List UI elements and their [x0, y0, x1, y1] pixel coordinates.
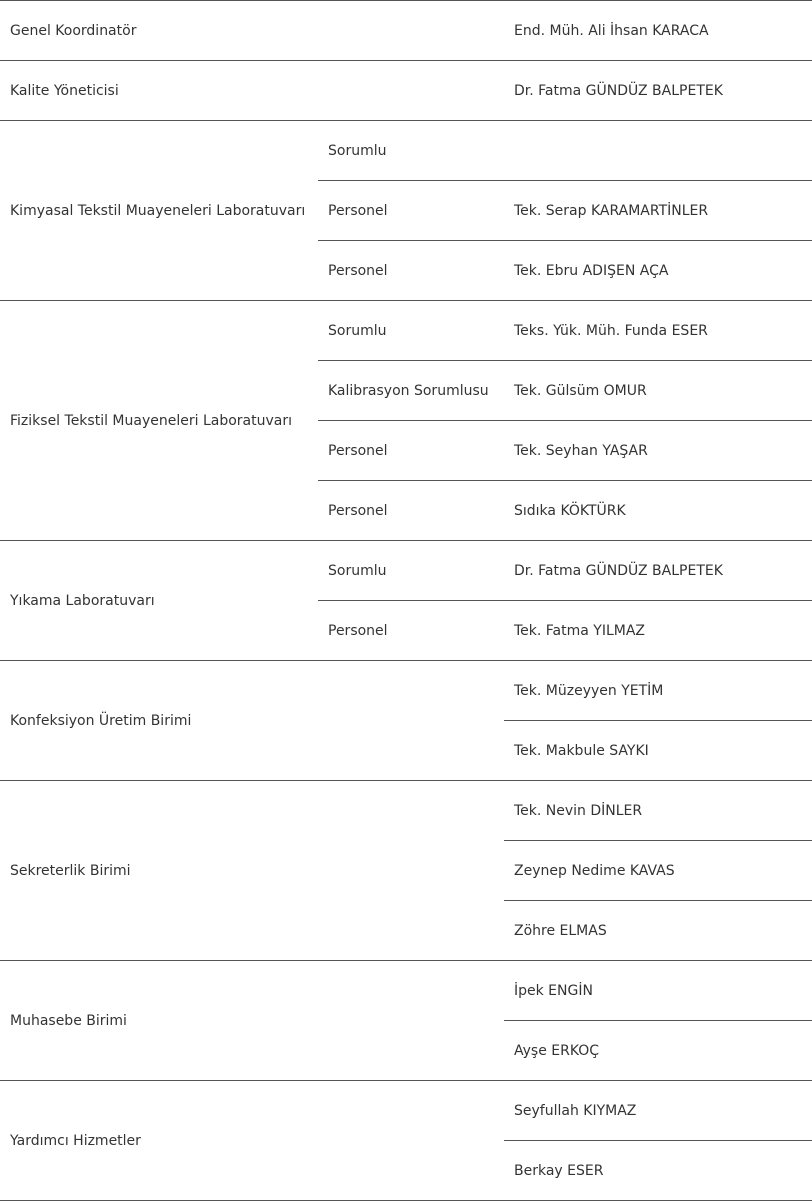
name-cell: End. Müh. Ali İhsan KARACA [504, 1, 812, 61]
unit-cell: Kalite Yöneticisi [0, 61, 318, 121]
name-cell: Dr. Fatma GÜNDÜZ BALPETEK [504, 541, 812, 601]
role-cell: Sorumlu [318, 121, 504, 181]
table-row [0, 61, 812, 121]
role-cell: Sorumlu [318, 301, 504, 361]
unit-cell: Kimyasal Tekstil Muayeneleri Laboratuvarı [0, 121, 318, 301]
table-row [0, 961, 812, 1021]
unit-cell: Yıkama Laboratuvarı [0, 541, 318, 661]
name-cell: Tek. Serap KARAMARTİNLER [504, 181, 812, 241]
name-cell: Berkay ESER [504, 1141, 812, 1201]
name-cell: Zöhre ELMAS [504, 901, 812, 961]
role-cell [318, 1081, 504, 1201]
unit-cell: Genel Koordinatör [0, 1, 318, 61]
unit-cell: Sekreterlik Birimi [0, 781, 318, 961]
table-row [0, 121, 812, 181]
name-cell: Tek. Gülsüm OMUR [504, 361, 812, 421]
table-row [0, 301, 812, 361]
role-cell: Sorumlu [318, 541, 504, 601]
staff-table-body [0, 1, 812, 1201]
table-row [0, 661, 812, 721]
table-row [0, 781, 812, 841]
name-cell: Tek. Nevin DİNLER [504, 781, 812, 841]
name-cell: Tek. Makbule SAYKI [504, 721, 812, 781]
role-cell [318, 961, 504, 1081]
name-cell: Zeynep Nedime KAVAS [504, 841, 812, 901]
unit-cell: Yardımcı Hizmetler [0, 1081, 318, 1201]
role-cell: Personel [318, 241, 504, 301]
name-cell: İpek ENGİN [504, 961, 812, 1021]
name-cell: Dr. Fatma GÜNDÜZ BALPETEK [504, 61, 812, 121]
name-cell: Teks. Yük. Müh. Funda ESER [504, 301, 812, 361]
table-row [0, 1, 812, 61]
table-row [0, 541, 812, 601]
role-cell: Kalibrasyon Sorumlusu [318, 361, 504, 421]
name-cell: Tek. Seyhan YAŞAR [504, 421, 812, 481]
unit-cell: Konfeksiyon Üretim Birimi [0, 661, 318, 781]
role-cell: Personel [318, 181, 504, 241]
role-cell [318, 61, 504, 121]
name-cell: Tek. Ebru ADIŞEN AÇA [504, 241, 812, 301]
name-cell: Sıdıka KÖKTÜRK [504, 481, 812, 541]
role-cell: Personel [318, 421, 504, 481]
role-cell: Personel [318, 601, 504, 661]
role-cell: Personel [318, 481, 504, 541]
name-cell: Tek. Müzeyyen YETİM [504, 661, 812, 721]
name-cell: Ayşe ERKOÇ [504, 1021, 812, 1081]
unit-cell: Muhasebe Birimi [0, 961, 318, 1081]
role-cell [318, 1, 504, 61]
table-row [0, 1081, 812, 1141]
role-cell [318, 781, 504, 961]
name-cell [504, 121, 812, 181]
name-cell: Seyfullah KIYMAZ [504, 1081, 812, 1141]
role-cell [318, 661, 504, 781]
name-cell: Tek. Fatma YILMAZ [504, 601, 812, 661]
unit-cell: Fiziksel Tekstil Muayeneleri Laboratuvarı [0, 301, 318, 541]
